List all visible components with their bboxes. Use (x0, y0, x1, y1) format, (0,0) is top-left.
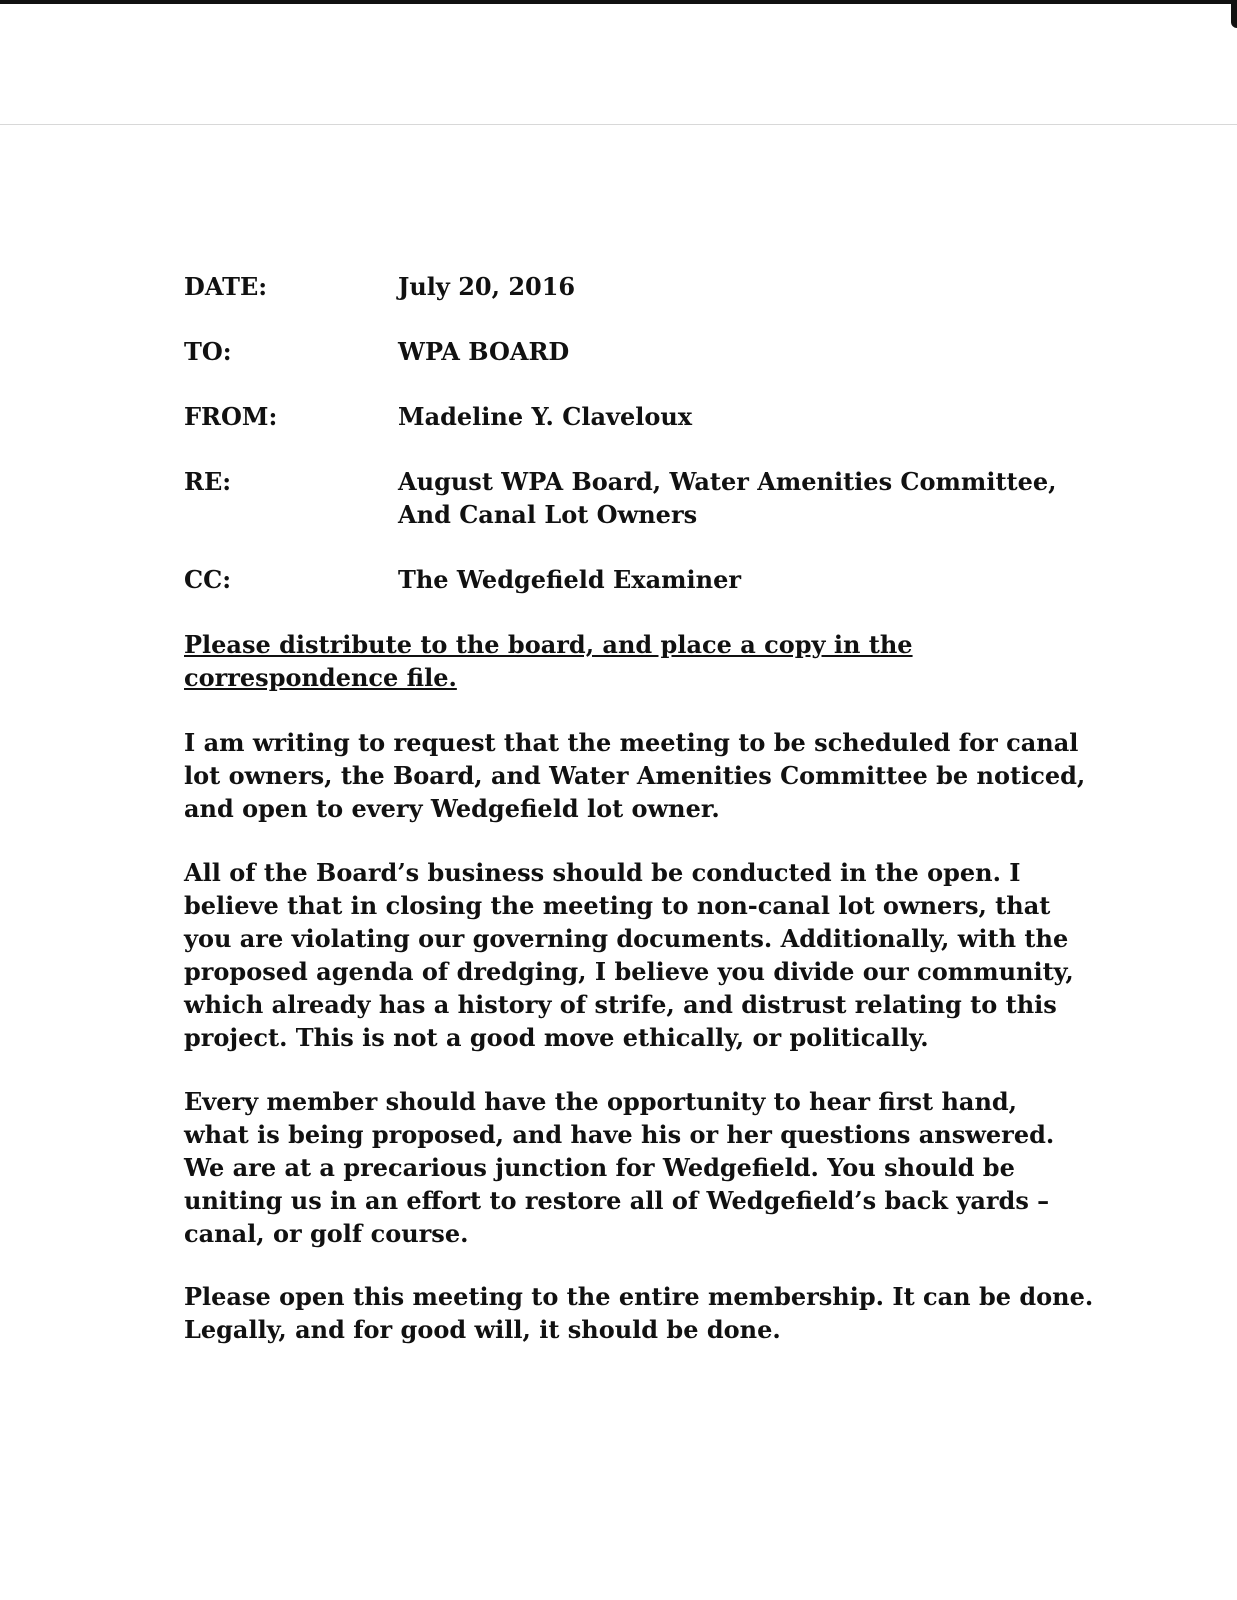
from-label: FROM: (184, 402, 278, 431)
instruction-line: correspondence file. (184, 663, 457, 692)
paragraph-line: Every member should have the opportunity to hear first hand, (184, 1087, 1018, 1116)
re-label: RE: (184, 467, 232, 496)
paragraph-line: uniting us in an effort to restore all of Wedgefield’s back yards – (184, 1186, 1050, 1215)
date-label: DATE: (184, 272, 268, 301)
instruction-line: Please distribute to the board, and place a copy in the (184, 630, 913, 659)
body-paragraph-closing (184, 1280, 1094, 1346)
distribution-instruction (184, 628, 913, 694)
paragraph-line: canal, or golf course. (184, 1219, 469, 1248)
re-line: August WPA Board, Water Amenities Committee, (398, 467, 1057, 496)
body-paragraph-open-business (184, 856, 1074, 1054)
paragraph-line: which already has a history of strife, and distrust relating to this (184, 990, 1057, 1019)
paragraph-line: All of the Board’s business should be conducted in the open. I (184, 858, 1021, 887)
re-line: And Canal Lot Owners (398, 500, 698, 529)
body-paragraph-request (184, 726, 1086, 825)
re-value (398, 465, 1058, 531)
from-value: Madeline Y. Claveloux (398, 402, 693, 431)
paragraph-line: project. This is not a good move ethically, or politically. (184, 1023, 929, 1052)
paragraph-line: you are violating our governing documents. Additionally, with the (184, 924, 1069, 953)
paper-fold-line (0, 124, 1237, 125)
paragraph-line: I am writing to request that the meeting to be scheduled for canal (184, 728, 1079, 757)
to-label: TO: (184, 337, 232, 366)
paragraph-line: Please open this meeting to the entire membership. It can be done. (184, 1282, 1094, 1311)
paragraph-line: what is being proposed, and have his or her questions answered. (184, 1120, 1055, 1149)
paragraph-line: We are at a precarious junction for Wedgefield. You should be (184, 1153, 1015, 1182)
cc-label: CC: (184, 565, 232, 594)
scan-corner-mark (1231, 0, 1237, 28)
paragraph-line: believe that in closing the meeting to non-canal lot owners, that (184, 891, 1051, 920)
paragraph-line: lot owners, the Board, and Water Amenities Committee be noticed, (184, 761, 1086, 790)
paragraph-line: and open to every Wedgefield lot owner. (184, 794, 720, 823)
paragraph-line: proposed agenda of dredging, I believe you divide our community, (184, 957, 1074, 986)
date-value: July 20, 2016 (398, 272, 576, 301)
paragraph-line: Legally, and for good will, it should be done. (184, 1315, 781, 1344)
cc-value: The Wedgefield Examiner (398, 565, 742, 594)
body-paragraph-every-member (184, 1085, 1064, 1250)
to-value: WPA BOARD (398, 337, 570, 366)
scan-top-edge (0, 0, 1237, 4)
